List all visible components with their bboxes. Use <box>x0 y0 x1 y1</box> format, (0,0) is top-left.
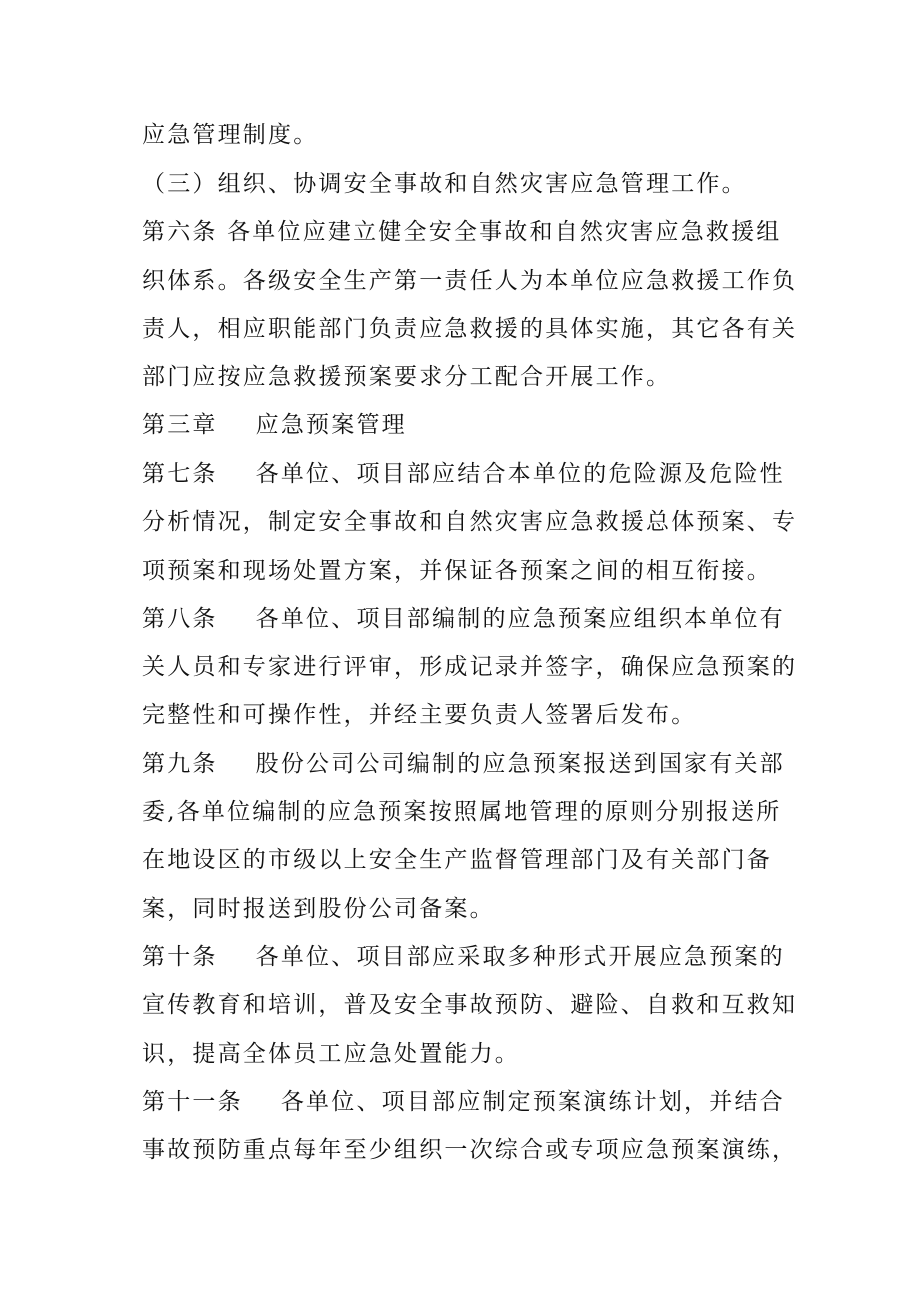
text-line: 第六条 各单位应建立健全安全事故和自然灾害应急救援组 <box>142 219 782 245</box>
text-line: 关人员和专家进行评审，形成记录并签字，确保应急预案的 <box>142 654 798 680</box>
text-line: 宣传教育和培训，普及安全事故预防、避险、自救和互救知 <box>142 992 798 1018</box>
text-line: 第七条 各单位、项目部应结合本单位的危险源及危险性 <box>142 461 785 487</box>
chapter-heading: 第三章 应急预案管理 <box>142 412 407 438</box>
text-line: 完整性和可操作性，并经主要负责人签署后发布。 <box>142 702 697 728</box>
text-line: 第十条 各单位、项目部应采取多种形式开展应急预案的 <box>142 944 785 970</box>
text-line: 案，同时报送到股份公司备案。 <box>142 896 495 922</box>
text-line: 第八条 各单位、项目部编制的应急预案应组织本单位有 <box>142 606 785 632</box>
text-line: 第十一条 各单位、项目部应制定预案演练计划，并结合 <box>142 1089 785 1115</box>
text-line: 委,各单位编制的应急预案按照属地管理的原则分别报送所 <box>142 799 782 825</box>
text-line: 织体系。各级安全生产第一责任人为本单位应急救援工作负 <box>142 268 798 294</box>
text-line: 识，提高全体员工应急处置能力。 <box>142 1041 520 1067</box>
text-line: 事故预防重点每年至少组织一次综合或专项应急预案演练， <box>142 1137 798 1163</box>
text-line: 应急管理制度。 <box>142 122 319 148</box>
text-line: 在地设区的市级以上安全生产监督管理部门及有关部门备 <box>142 847 772 873</box>
text-line: 责人，相应职能部门负责应急救援的具体实施，其它各有关 <box>142 316 798 342</box>
text-line: 部门应按应急救援预案要求分工配合开展工作。 <box>142 364 672 390</box>
text-line: 第九条 股份公司公司编制的应急预案报送到国家有关部 <box>142 751 785 777</box>
text-line: 分析情况，制定安全事故和自然灾害应急救援总体预案、专 <box>142 509 798 535</box>
text-line: 项预案和现场处置方案，并保证各预案之间的相互衔接。 <box>142 558 772 584</box>
text-line: （三）组织、协调安全事故和自然灾害应急管理工作。 <box>142 171 747 197</box>
